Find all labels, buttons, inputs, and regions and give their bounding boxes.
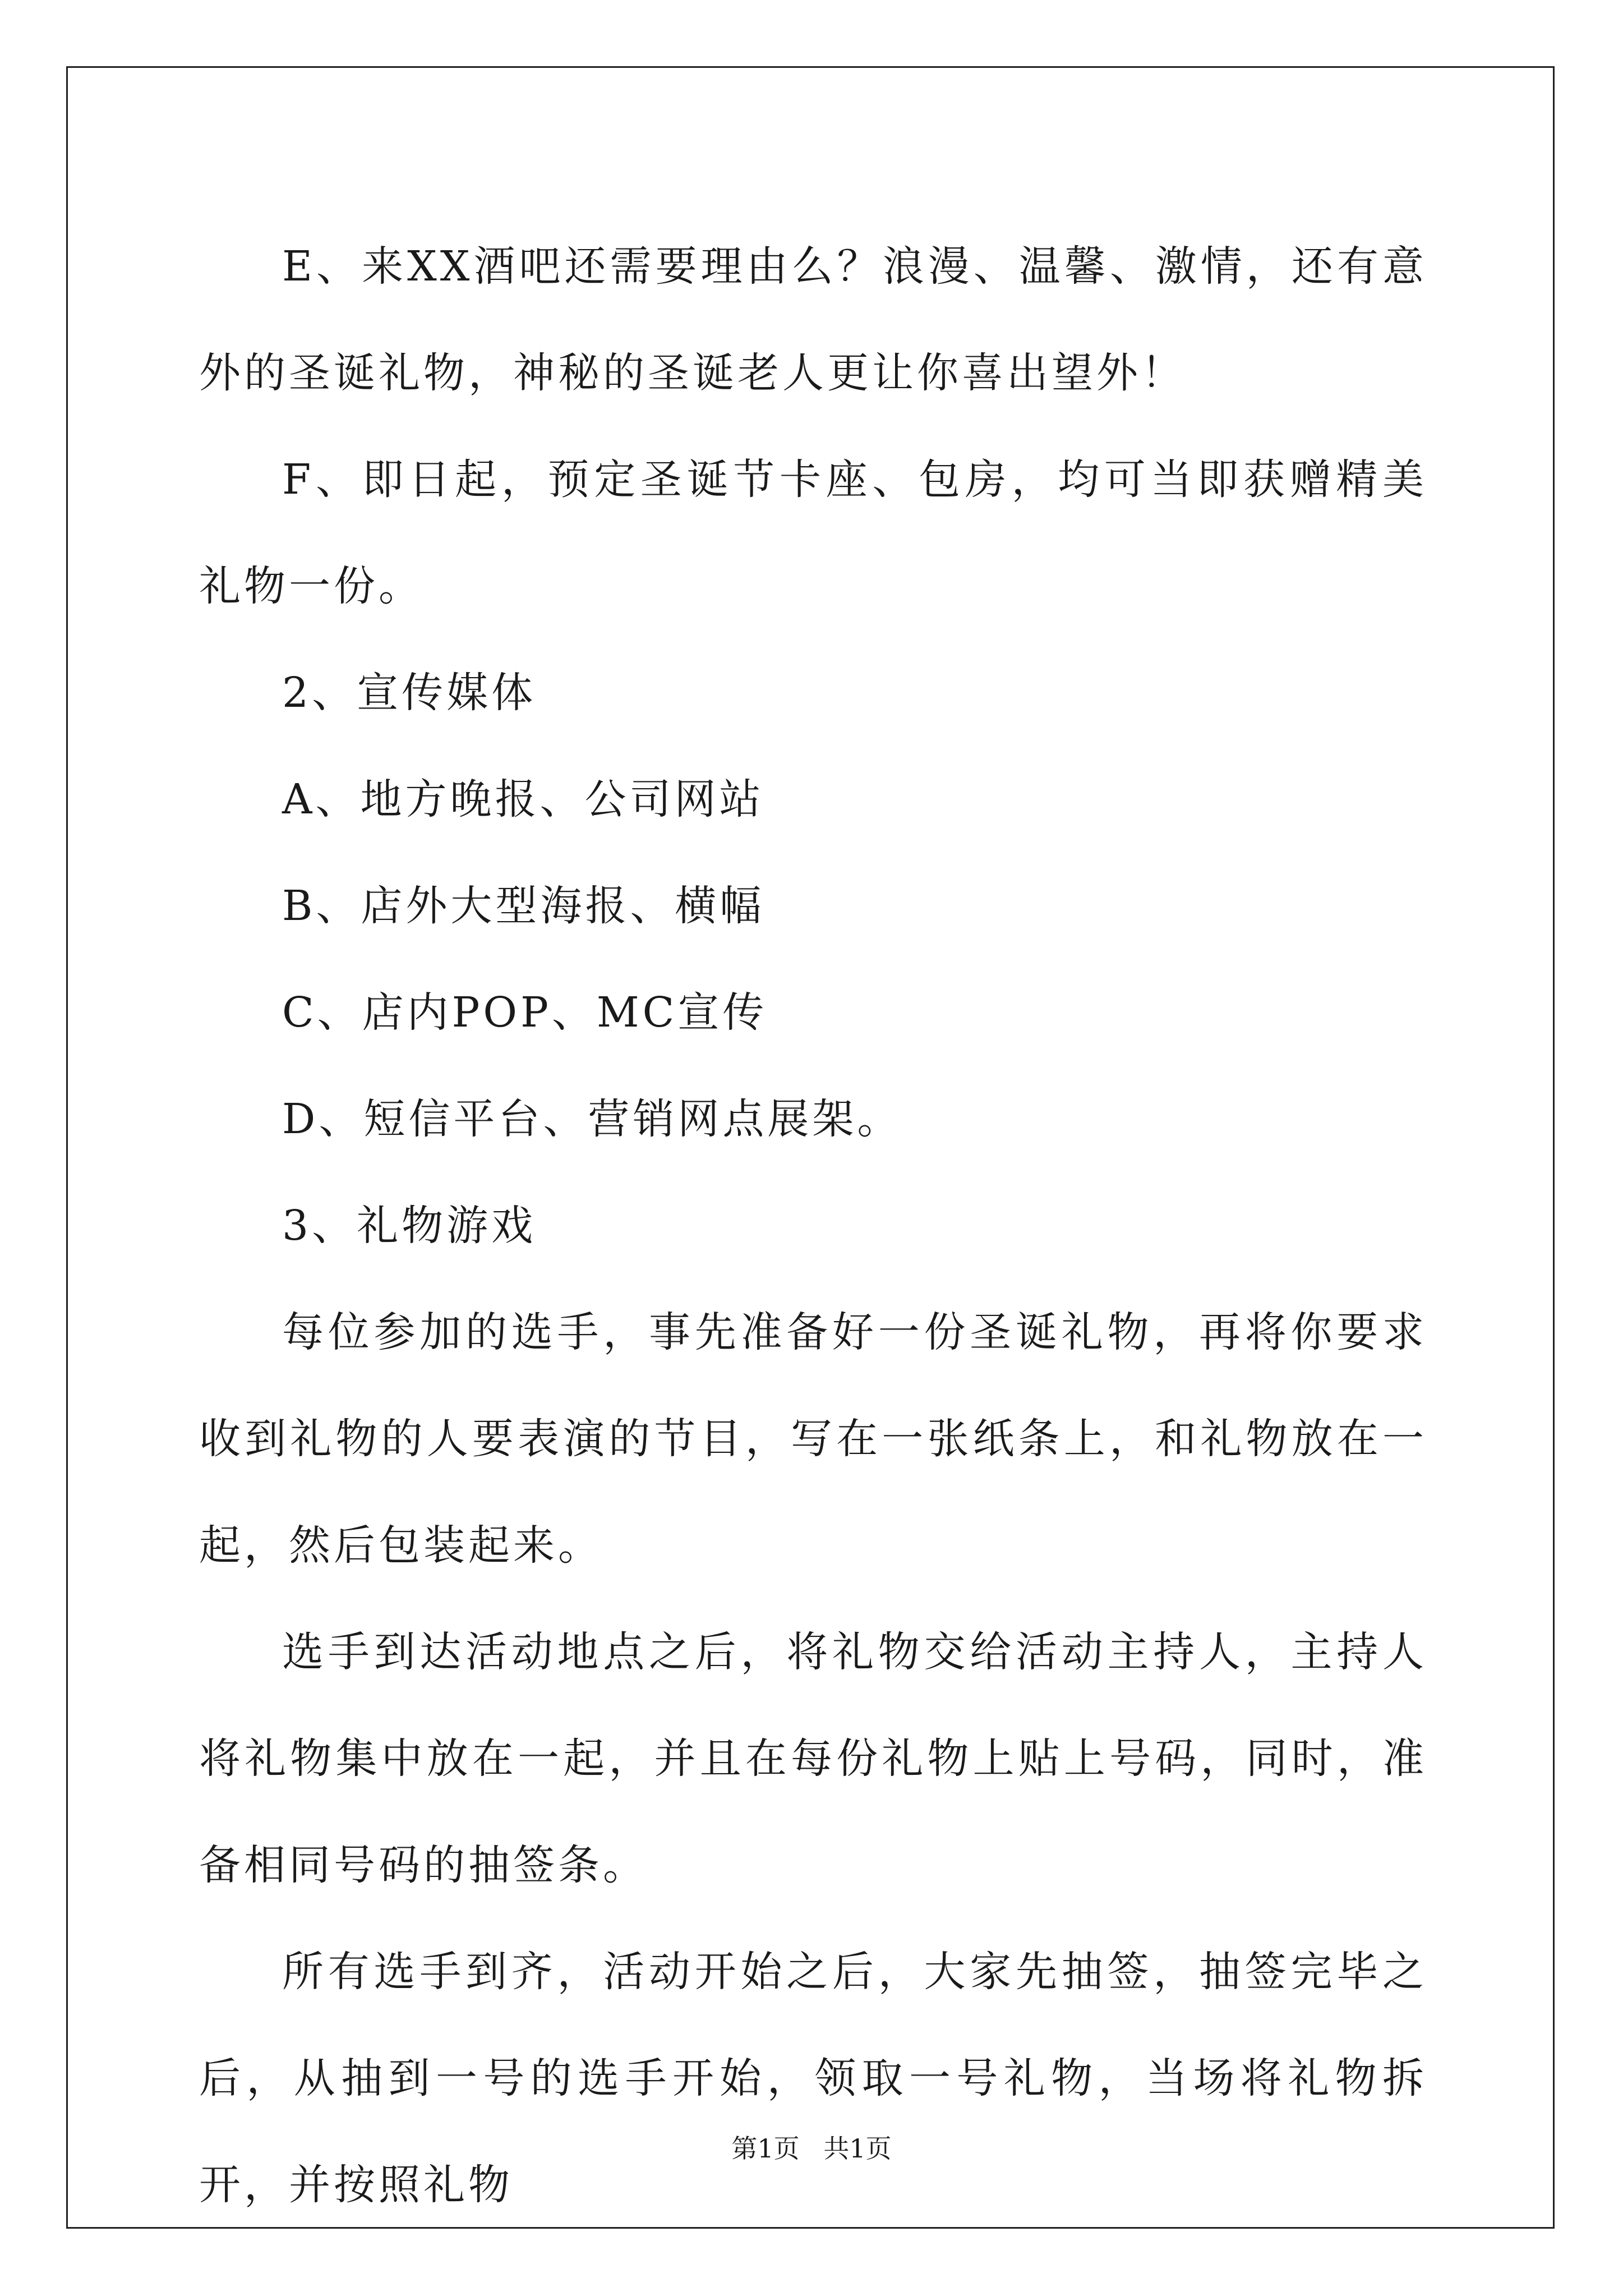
gift-game-paragraph-1: 每位参加的选手，事先准备好一份圣诞礼物，再将你要求收到礼物的人要表演的节目，写在一张纸条上，和礼物放在一起，然后包装起来。 — [199, 1308, 1427, 1570]
paragraph-e: E、来XX酒吧还需要理由么？浪漫、温馨、激情，还有意外的圣诞礼物，神秘的圣诞老人更让你喜出望外！ — [199, 242, 1427, 397]
media-item-d: D、短信平台、营销网点展架。 — [282, 1095, 902, 1143]
page-total: 共1页 — [823, 2133, 892, 2164]
document-body — [199, 213, 1427, 2238]
paragraph-f: F、即日起，预定圣诞节卡座、包房，均可当即获赠精美礼物一份。 — [199, 455, 1427, 610]
page-number: 第1页 — [731, 2133, 800, 2164]
gift-game-paragraph-2: 选手到达活动地点之后，将礼物交给活动主持人，主持人将礼物集中放在一起，并且在每份礼物上贴上号码，同时，准备相同号码的抽签条。 — [199, 1628, 1427, 1889]
page-footer — [0, 2132, 1623, 2165]
media-item-b: B、店外大型海报、横幅 — [282, 882, 765, 930]
section-heading-media: 2、宣传媒体 — [282, 669, 537, 717]
gift-game-paragraph-3: 所有选手到齐，活动开始之后，大家先抽签，抽签完毕之后，从抽到一号的选手开始，领取一号礼物，当场将礼物拆开，并按照礼物 — [199, 1948, 1427, 2209]
media-item-a: A、地方晚报、公司网站 — [282, 775, 764, 823]
section-heading-gift-game: 3、礼物游戏 — [282, 1202, 537, 1250]
media-item-c: C、店内POP、MC宣传 — [282, 988, 768, 1037]
